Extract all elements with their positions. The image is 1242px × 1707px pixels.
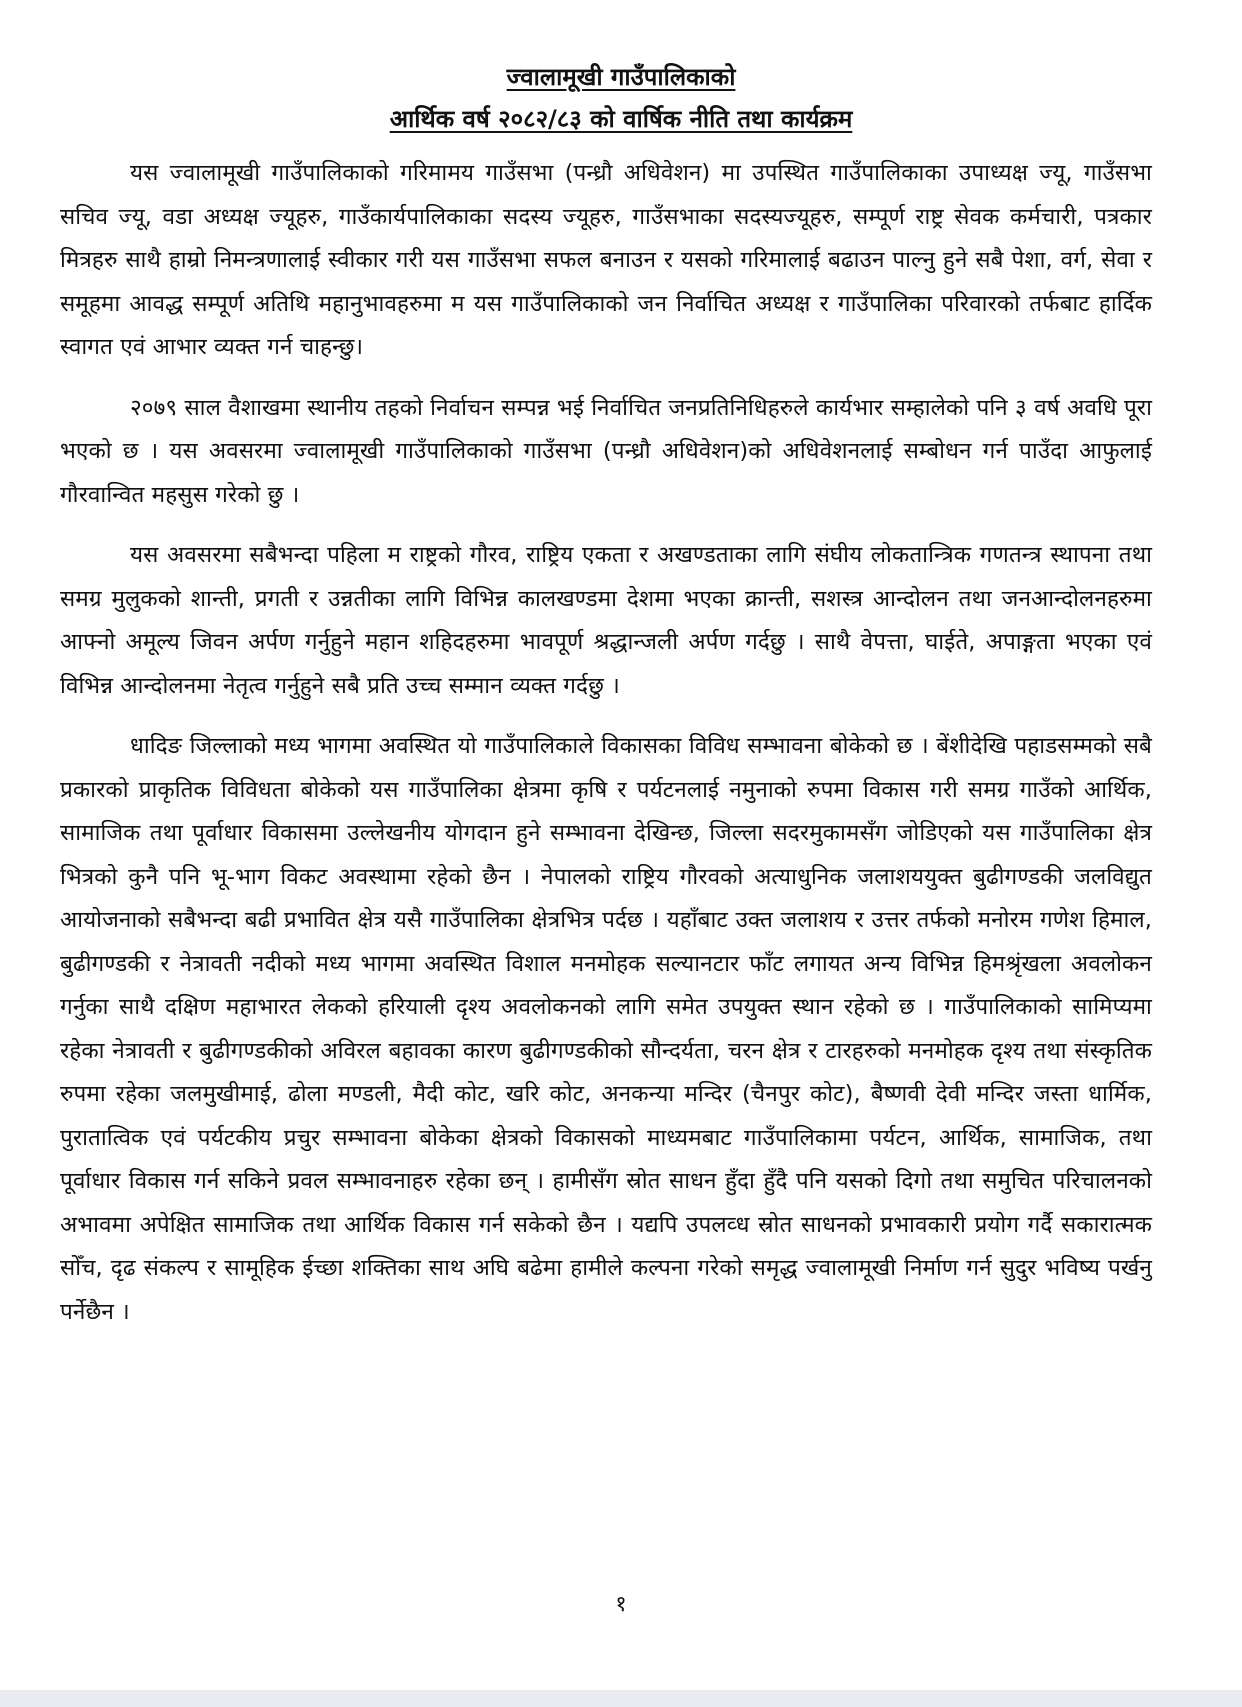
- document-body: [60, 152, 1152, 1351]
- paragraph-development: धादिङ जिल्लाको मध्य भागमा अवस्थित यो गाउँपालिकाले विकासका विविध सम्भावना बोकेको छ । बेंशीदेखि पहाडसम्मको सबै प्रकारको प्राकृतिक विविधता बोकेको यस गाउँपालिका क्षेत्रमा कृषि र पर्यटनलाई नमुनाको रुपमा विकास गरी समग्र गाउँको आर्थिक, सामाजिक तथा पूर्वाधार विकासमा उल्लेखनीय योगदान हुने सम्भावना देखिन्छ, जिल्ला सदरमुकामसँग जोडिएको यस गाउँपालिका क्षेत्र भित्रको कुनै पनि भू-भाग विकट अवस्थामा रहेको छैन । नेपालको राष्ट्रिय गौरवको अत्याधुनिक जलाशययुक्त बुढीगण्डकी जलविद्युत आयोजनाको सबैभन्दा बढी प्रभावित क्षेत्र यसै गाउँपालिका क्षेत्रभित्र पर्दछ । यहाँबाट उक्त जलाशय र उत्तर तर्फको मनोरम गणेश हिमाल, बुढीगण्डकी र नेत्रावती नदीको मध्य भागमा अवस्थित विशाल मनमोहक सल्यानटार फाँट लगायत अन्य विभिन्न हिमश्रृंखला अवलोकन गर्नुका साथै दक्षिण महाभारत लेकको हरियाली दृश्य अवलोकनको लागि समेत उपयुक्त स्थान रहेको छ । गाउँपालिकाको सामिप्यमा रहेका नेत्रावती र बुढीगण्डकीको अविरल बहावका कारण बुढीगण्डकीको सौन्दर्यता, चरन क्षेत्र र टारहरुको मनमोहक दृश्य तथा संस्कृतिक रुपमा रहेका जलमुखीमाई, ढोला मण्डली, मैदी कोट, खरि कोट, अनकन्या मन्दिर (चैनपुर कोट), बैष्णवी देवी मन्दिर जस्ता धार्मिक, पुरातात्विक एवं पर्यटकीय प्रचुर सम्भावना बोकेका क्षेत्रको विकासको माध्यमबाट गाउँपालिकामा पर्यटन, आर्थिक, सामाजिक, तथा पूर्वाधार विकास गर्न सकिने प्रवल सम्भावनाहरु रहेका छन् । हामीसँग स्रोत साधन हुँदा हुँदै पनि यसको दिगो तथा समुचित परिचालनको अभावमा अपेक्षित सामाजिक तथा आर्थिक विकास गर्न सकेको छैन । यद्यपि उपलव्ध स्रोत साधनको प्रभावकारी प्रयोग गर्दै सकारात्मक सोँच, दृढ संकल्प र सामूहिक ईच्छा शक्तिका साथ अघि बढेमा हामीले कल्पना गरेको समृद्ध ज्वालामूखी निर्माण गर्न सुदुर भविष्य पर्खनु पर्नेछैन ।: [60, 733, 1152, 1325]
- document-title: आर्थिक वर्ष २०८२/८३ को वार्षिक नीति तथा कार्यक्रम: [389, 105, 853, 133]
- document-heading: [0, 56, 1242, 140]
- page-number: १: [615, 1592, 627, 1617]
- viewer-bottom-strip: [0, 1690, 1242, 1707]
- paragraph-election: २०७९ साल वैशाखमा स्थानीय तहको निर्वाचन सम्पन्न भई निर्वाचित जनप्रतिनिधिहरुले कार्यभार सम्हालेको पनि ३ वर्ष अवधि पूरा भएको छ । यस अवसरमा ज्वालामूखी गाउँपालिकाको गाउँसभा (पन्ध्रौ अधिवेशन)को अधिवेशनलाई सम्बोधन गर्न पाउँदा आफुलाई गौरवान्वित महसुस गरेको छु ।: [60, 394, 1152, 508]
- paragraph-welcome: यस ज्वालामूखी गाउँपालिकाको गरिमामय गाउँसभा (पन्ध्रौ अधिवेशन) मा उपस्थित गाउँपालिकाका उपाध्यक्ष ज्यू, गाउँसभा सचिव ज्यू, वडा अध्यक्ष ज्यूहरु, गाउँकार्यपालिकाका सदस्य ज्यूहरु, गाउँसभाका सदस्यज्यूहरु, सम्पूर्ण राष्ट्र सेवक कर्मचारी, पत्रकार मित्रहरु साथै हाम्रो निमन्त्रणालाई स्वीकार गरी यस गाउँसभा सफल बनाउन र यसको गरिमालाई बढाउन पाल्नु हुने सबै पेशा, वर्ग, सेवा र समूहमा आवद्ध सम्पूर्ण अतिथि महानुभावहरुमा म यस गाउँपालिकाको जन निर्वाचित अध्यक्ष र गाउँपालिका परिवारको तर्फबाट हार्दिक स्वागत एवं आभार व्यक्त गर्न चाहन्छु।: [60, 160, 1152, 360]
- municipality-title: ज्वालामूखी गाउँपालिकाको: [506, 63, 736, 91]
- paragraph-tribute: यस अवसरमा सबैभन्दा पहिला म राष्ट्रको गौरव, राष्ट्रिय एकता र अखण्डताका लागि संघीय लोकतान्त्रिक गणतन्त्र स्थापना तथा समग्र मुलुकको शान्ती, प्रगती र उन्नतीका लागि विभिन्न कालखण्डमा देशमा भएका क्रान्ती, सशस्त्र आन्दोलन तथा जनआन्दोलनहरुमा आफ्नो अमूल्य जिवन अर्पण गर्नुहुने महान शहिदहरुमा भावपूर्ण श्रद्धान्जली अर्पण गर्दछु । साथै वेपत्ता, घाईते, अपाङ्गता भएका एवं विभिन्न आन्दोलनमा नेतृत्व गर्नुहुने सबै प्रति उच्च सम्मान व्यक्त गर्दछु ।: [60, 542, 1152, 699]
